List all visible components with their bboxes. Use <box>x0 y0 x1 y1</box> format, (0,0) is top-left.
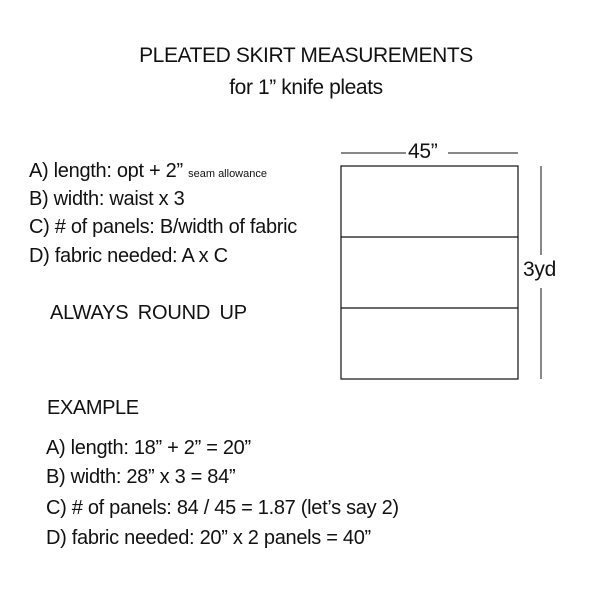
example-length: A) length: 18” + 2” = 20” <box>46 437 251 459</box>
formula-length-text: A) length: opt + 2” <box>29 160 183 182</box>
example-heading: EXAMPLE <box>47 397 139 419</box>
fabric-outline <box>341 166 518 379</box>
fabric-width-label: 45” <box>408 140 438 163</box>
fabric-length-label: 3yd <box>523 258 556 281</box>
seam-allowance-note: seam allowance <box>188 168 267 180</box>
example-width: B) width: 28” x 3 = 84” <box>46 466 236 488</box>
example-fabric-needed: D) fabric needed: 20” x 2 panels = 40” <box>46 527 371 549</box>
example-panels: C) # of panels: 84 / 45 = 1.87 (let’s say 2) <box>46 497 399 519</box>
formula-width: B) width: waist x 3 <box>29 188 185 210</box>
page-subtitle: for 1” knife pleats <box>229 76 383 99</box>
formula-panels: C) # of panels: B/width of fabric <box>29 216 298 238</box>
round-up-note: ALWAYS ROUND UP <box>50 302 247 324</box>
page-title: PLEATED SKIRT MEASUREMENTS <box>139 44 473 67</box>
formula-fabric-needed: D) fabric needed: A x C <box>29 245 228 267</box>
